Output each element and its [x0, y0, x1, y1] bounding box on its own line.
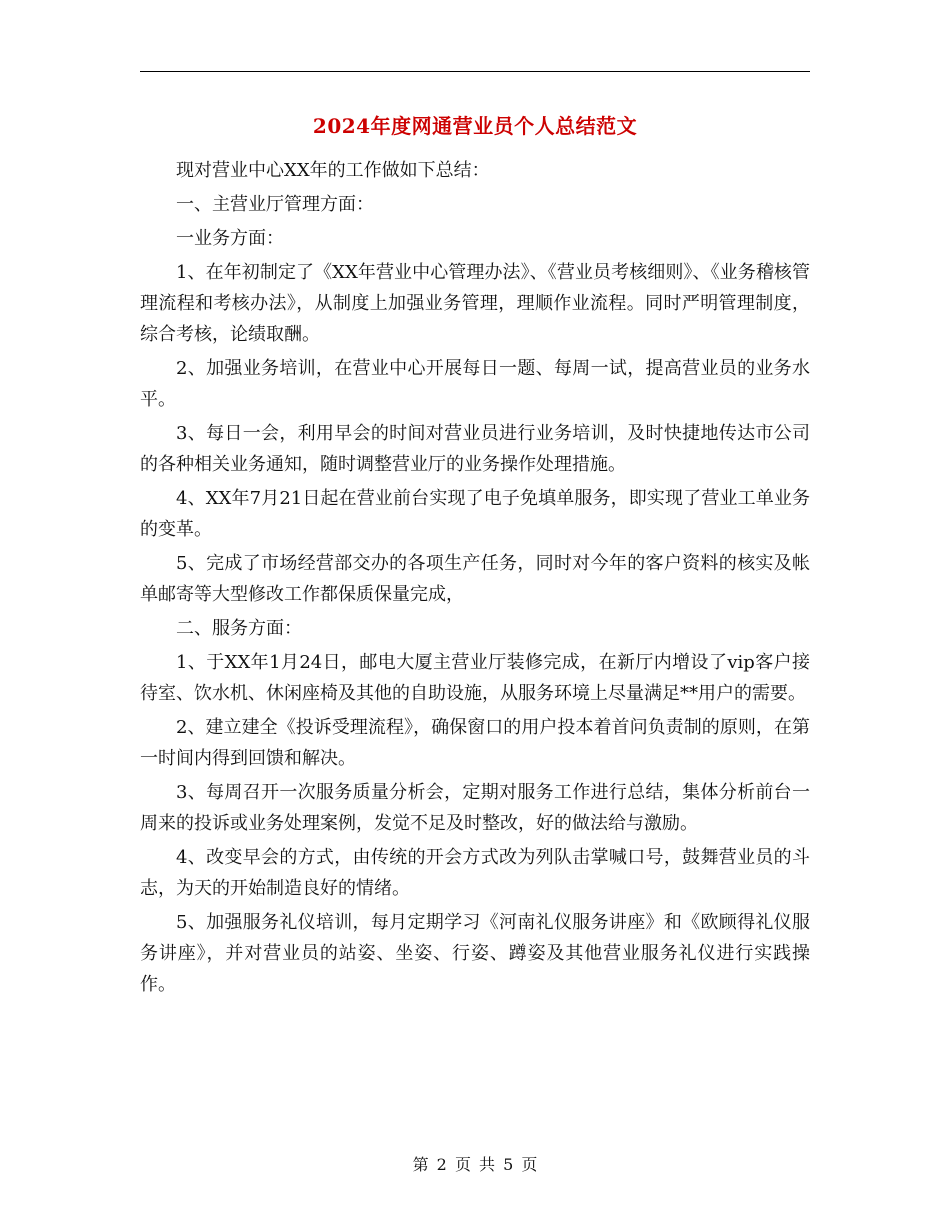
paragraph-service-2: 2、建立建全《投诉受理流程》，确保窗口的用户投本着首问负责制的原则，在第一时间内得到回馈和解决。 — [140, 717, 810, 769]
section-heading-management: 一、主营业厅管理方面： — [176, 194, 374, 215]
page-number-footer: 第 2 页 共 5 页 — [412, 1155, 538, 1174]
paragraph-business-3: 3、每日一会，利用早会的时间对营业员进行业务培训，及时快捷地传达市公司的各种相关业务通知，随时调整营业厅的业务操作处理措施。 — [140, 423, 810, 475]
paragraph-business-5: 5、完成了市场经营部交办的各项生产任务，同时对今年的客户资料的核实及帐单邮寄等大型修改工作都保质保量完成， — [140, 553, 810, 605]
paragraph-business-4: 4、XX年7月21日起在营业前台实现了电子免填单服务，即实现了营业工单业务的变革。 — [140, 488, 810, 540]
document-title: 2024年度网通营业员个人总结范文 — [312, 114, 638, 138]
paragraph-service-5: 5、加强服务礼仪培训，每月定期学习《河南礼仪服务讲座》和《欧顾得礼仪服务讲座》，并对营业员的站姿、坐姿、行姿、蹲姿及其他营业服务礼仪进行实践操作。 — [140, 912, 810, 995]
paragraph-business-2: 2、加强业务培训，在营业中心开展每日一题、每周一试，提高营业员的业务水平。 — [140, 358, 810, 410]
section-heading-service: 二、服务方面： — [176, 618, 302, 639]
header-rule — [140, 71, 810, 72]
paragraph-business-1: 1、在年初制定了《XX年营业中心管理办法》、《营业员考核细则》、《业务稽核管理流程和考核办法》，从制度上加强业务管理，理顺作业流程。同时严明管理制度，综合考核，论绩取酬。 — [140, 262, 810, 345]
paragraph-intro: 现对营业中心XX年的工作做如下总结： — [176, 160, 490, 181]
paragraph-service-1: 1、于XX年1月24日，邮电大厦主营业厅装修完成，在新厅内增设了vip客户接待室、饮水机、休闲座椅及其他的自助设施，从服务环境上尽量满足**用户的需要。 — [140, 652, 810, 704]
subsection-heading-business: 一业务方面： — [176, 228, 284, 249]
paragraph-service-3: 3、每周召开一次服务质量分析会，定期对服务工作进行总结，集体分析前台一周来的投诉或业务处理案例，发觉不足及时整改，好的做法给与激励。 — [140, 782, 810, 834]
document-body — [140, 155, 810, 1003]
paragraph-service-4: 4、改变早会的方式，由传统的开会方式改为列队击掌喊口号，鼓舞营业员的斗志，为天的开始制造良好的情绪。 — [140, 847, 810, 899]
